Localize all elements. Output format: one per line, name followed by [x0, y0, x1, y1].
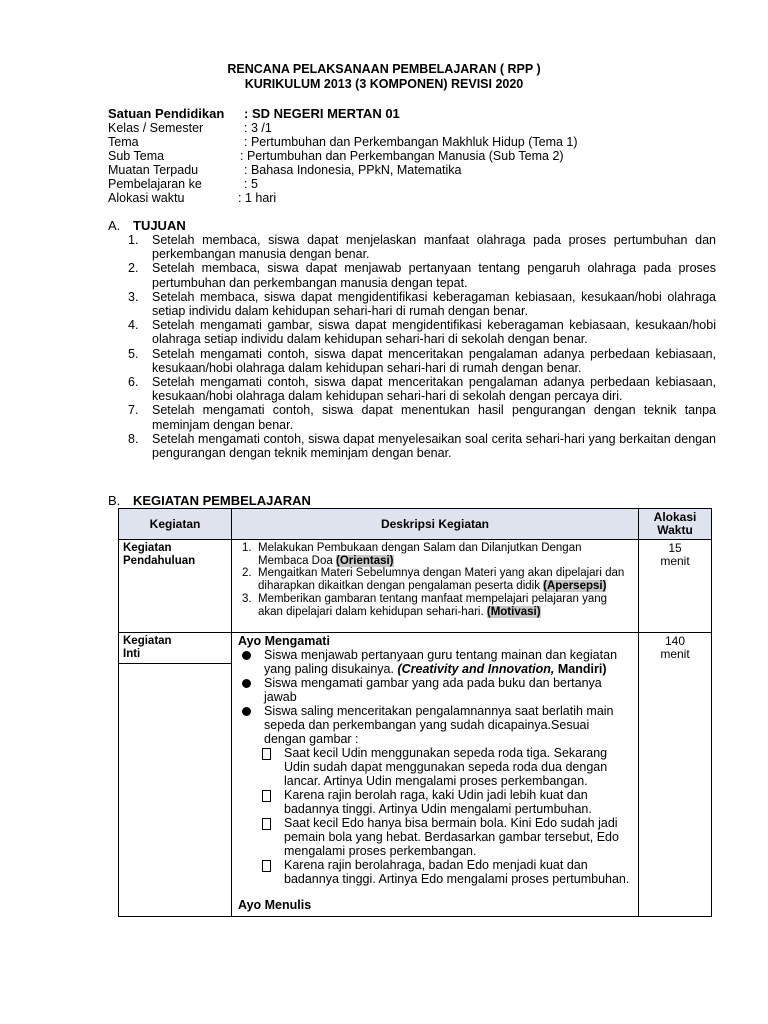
table-row-pendahuluan	[119, 540, 712, 633]
meta-row-muatan: Muatan Terpadu : Bahasa Indonesia, PPkN, Matematika	[108, 163, 462, 177]
list-item: 1. Melakukan Pembukaan dengan Salam dan Dilanjutkan Dengan Membaca Doa (Orientasi)	[242, 542, 582, 567]
kegiatan-table	[118, 508, 712, 917]
cell-waktu-pendahuluan: 15 menit	[639, 540, 712, 633]
bullet-icon	[242, 651, 251, 660]
cell-kegiatan-pendahuluan: Kegiatan Pendahuluan	[119, 540, 232, 633]
subheading-ayo-menulis: Ayo Menulis	[238, 898, 312, 912]
list-item: Karena rajin berolahraga, badan Edo menjadi kuat dan badannya tinggi. Artinya Edo mengalami proses pertumbuhan.	[238, 858, 632, 886]
document-page: RENCANA PELAKSANAAN PEMBELAJARAN ( RPP ) KURIKULUM 2013 (3 KOMPONEN) REVISI 2020 Satuan Pendidikan : SD NEGERI MERTAN 01 Kelas / Semester : 3 /1 Tema : Pertumbuhan dan Perkembangan Makhluk Hidup (Tema 1) Sub Tema : Pertumbuhan dan Perkembangan Manusia (Sub Tema 2) Muatan Terpadu : Bahasa Indonesia, PPkN, Matematika Pembelajaran ke : 5 Alokasi waktu : 1 hari A. TUJUAN 1. Setelah membaca, siswa dapat menjelaskan manfaat olahraga pada proses pertumbuhan dan perkembangan manusia dengan benar. 2. Setelah membaca, siswa dapat menjawab pertanyaan tentang pengaruh olahraga pada proses pertumbuhan dan perkembangan manusia dengan tepat. 3. Setelah membaca, siswa dapat mengidentifikasi keberagaman kebiasaan, kesukaan/hobi olahraga setiap individu dalam kehidupan sehari-hari di rumah dengan benar. 4. Setelah mengamati gambar, siswa dapat mengidentifikasi keberagaman kebiasaan, kesukaan/hobi olahraga setiap individu dalam kehidupan sehari-hari di sekolah dengan benar. 5. Setelah mengamati contoh, siswa dapat menceritakan pengalaman adanya perbedaan kebiasaan, kesukaan/hobi olahraga dalam kehidupan sehari-hari di rumah dengan benar. 6. Setelah mengamati contoh, siswa dapat menceritakan pengalaman adanya perbedaan kebiasaan, kesukaan/hobi olahraga dalam kehidupan sehari-hari di sekolah dengan percaya diri. 7. Setelah mengamati contoh, siswa dapat menentukan hasil pengurangan dengan teknik tanpa meminjam dengan benar. 8. Setelah mengamati contoh, siswa dapat menyelesaikan soal cerita sehari-hari yang berkaitan dengan pengurangan dengan teknik meminjam dengan benar. B. KEGIATAN PEMBELAJARAN Kegiatan Deskripsi Kegiatan Alokasi Waktu Kegiatan Pendahuluan 1. Melakukan Pembukaan dengan Salam dan Dilanjutkan Dengan Membaca Doa (Orientasi) 2. Mengaitkan Materi Sebelumnya dengan Materi yang akan dipelajari dan diharapkan dikaitkan dengan pengalaman peserta didik (Apersepsi) 3. Memberikan gambaran tentang manfaat mempelajari pelajaran yang akan dipelajari dalam kehidupan sehari-hari. (Motivasi) 15 menit Kegiatan Inti Ayo Mengamati Siswa menjawab pertanyaan guru tentang mainan dan kegiatan yang paling disukainya. (Creativity and Innovation, Mandiri) Siswa mengamati gambar yang ada pada buku dan bertanya jawab Siswa saling menceritakan pengalamnannya saat berlatih main sepeda dan perkembangan yang sudah dicapainya.Sesuai dengan gambar : Saat kecil Udin menggunakan sepeda roda tiga. Sekarang Udin sudah dapat menggunakan sepeda roda dua dengan lancar. Artinya Udin mengalami proses perkembangan. Karena rajin berolah raga, kaki Udin jadi lebih kuat dan badannya tinggi. Artinya Udin mengalami pertumbuhan. Saat kecil Edo hanya bisa bermain bola. Kini Edo sudah jadi pemain bola yang hebat. Berdasarkan gambar tersebut, Edo mengalami proses perkembangan. Karena rajin berolahraga, badan Edo menjadi kuat dan badannya tinggi. Artinya Edo mengalami proses pertumbuhan. Ayo Menulis 140 menit	[0, 0, 768, 1024]
meta-row-subtema: Sub Tema : Pertumbuhan dan Perkembangan Manusia (Sub Tema 2)	[108, 149, 564, 163]
list-item: Saat kecil Udin menggunakan sepeda roda tiga. Sekarang Udin sudah dapat menggunakan sepeda roda dua dengan lancar. Artinya Udin mengalami proses perkembangan.	[238, 746, 632, 788]
bullet-icon	[242, 707, 251, 716]
list-item: 3. Setelah membaca, siswa dapat mengidentifikasi keberagaman kebiasaan, kesukaan/hobi olahraga setiap individu dalam kehidupan sehari-hari di rumah dengan benar.	[128, 289, 716, 319]
list-item: 8. Setelah mengamati contoh, siswa dapat menyelesaikan soal cerita sehari-hari yang berkaitan dengan pengurangan dengan teknik meminjam dengan benar.	[128, 431, 716, 461]
cell-waktu-inti: 140 menit	[639, 633, 712, 917]
tag-orientasi: (Orientasi)	[336, 554, 394, 567]
list-item: Siswa saling menceritakan pengalamnannya saat berlatih main sepeda dan perkembangan yang sudah dicapainya.Sesuai dengan gambar :	[238, 704, 632, 746]
list-item: 1. Setelah membaca, siswa dapat menjelaskan manfaat olahraga pada proses pertumbuhan dan perkembangan manusia dengan benar.	[128, 233, 716, 262]
list-item: 4. Setelah mengamati gambar, siswa dapat mengidentifikasi keberagaman kebiasaan, kesukaan/hobi olahraga setiap individu dalam kehidupan sehari-hari di sekolah dengan benar.	[128, 318, 716, 347]
list-item: 5. Setelah mengamati contoh, siswa dapat menceritakan pengalaman adanya perbedaan kebiasaan, kesukaan/hobi olahraga dalam kehidupan sehari-hari di rumah dengan benar.	[128, 346, 716, 375]
meta-row-pembelajaran: Pembelajaran ke : 5	[108, 177, 258, 191]
list-item: Karena rajin berolah raga, kaki Udin jadi lebih kuat dan badannya tinggi. Artinya Udin mengalami pertumbuhan.	[238, 788, 632, 816]
bullet-icon	[242, 679, 251, 688]
list-item: 7. Setelah mengamati contoh, siswa dapat menentukan hasil pengurangan dengan teknik tanpa meminjam dengan benar.	[128, 403, 716, 432]
list-item: 3. Memberikan gambaran tentang manfaat mempelajari pelajaran yang akan dipelajari dalam kehidupan sehari-hari. (Motivasi)	[242, 592, 608, 618]
inti-label-box: Kegiatan Inti	[119, 633, 231, 664]
meta-row-satuan: Satuan Pendidikan : SD NEGERI MERTAN 01	[108, 106, 400, 121]
list-item: Saat kecil Edo hanya bisa bermain bola. Kini Edo sudah jadi pemain bola yang hebat. Berdasarkan gambar tersebut, Edo mengalami proses perkembangan.	[238, 816, 632, 858]
list-item: 2. Mengaitkan Materi Sebelumnya dengan Materi yang akan dipelajari dan diharapkan dikaitkan dengan pengalaman peserta didik (Apersepsi)	[242, 567, 625, 593]
list-item: 2. Setelah membaca, siswa dapat menjawab pertanyaan tentang pengaruh olahraga pada proses pertumbuhan dan perkembangan manusia dengan tepat.	[128, 261, 716, 290]
subheading-ayo-mengamati: Ayo Mengamati	[238, 634, 330, 648]
cell-kegiatan-inti	[119, 633, 232, 917]
checkbox-glyph-icon	[262, 790, 271, 802]
list-item: Siswa menjawab pertanyaan guru tentang mainan dan kegiatan yang paling disukainya. (Creativity and Innovation, Mandiri)	[238, 648, 632, 676]
cell-deskripsi-pendahuluan	[232, 540, 639, 633]
list-item: 6. Setelah mengamati contoh, siswa dapat menceritakan pengalaman adanya perbedaan kebiasaan, kesukaan/hobi olahraga dalam kehidupan sehari-hari di sekolah dengan percaya diri.	[128, 375, 716, 404]
meta-row-kelas: Kelas / Semester : 3 /1	[108, 121, 272, 135]
col-header-deskripsi: Deskripsi Kegiatan	[232, 509, 639, 540]
checkbox-glyph-icon	[262, 818, 271, 830]
doc-title-line1: RENCANA PELAKSANAAN PEMBELAJARAN ( RPP )	[227, 62, 541, 76]
list-item: Siswa mengamati gambar yang ada pada buku dan bertanya jawab	[238, 676, 632, 704]
checkbox-glyph-icon	[262, 860, 271, 872]
col-header-alokasi: Alokasi Waktu	[639, 509, 712, 540]
table-row-inti	[119, 633, 712, 917]
cell-deskripsi-inti	[232, 633, 639, 917]
meta-row-tema: Tema : Pertumbuhan dan Perkembangan Makhluk Hidup (Tema 1)	[108, 135, 578, 149]
checkbox-glyph-icon	[262, 748, 271, 760]
meta-row-alokasi: Alokasi waktu : 1 hari	[108, 191, 277, 205]
col-header-kegiatan: Kegiatan	[119, 509, 232, 540]
table-header-row	[119, 509, 712, 540]
tag-apersepsi: (Apersepsi)	[543, 580, 607, 593]
tujuan-list	[128, 233, 716, 460]
tag-motivasi: (Motivasi)	[486, 605, 541, 618]
doc-title-line2: KURIKULUM 2013 (3 KOMPONEN) REVISI 2020	[244, 77, 524, 91]
